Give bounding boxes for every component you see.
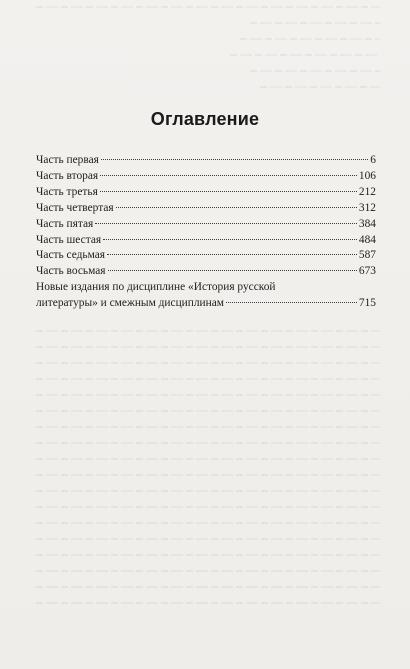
dot-leader xyxy=(226,302,357,303)
toc-entry-label-line2: литературы» и смежным дисциплинам xyxy=(36,297,224,310)
toc-entry[interactable] xyxy=(36,233,376,249)
toc-entry[interactable] xyxy=(36,185,376,201)
toc-entry-label: Часть четвертая xyxy=(36,201,114,214)
toc-entry-label: Часть седьмая xyxy=(36,249,106,262)
toc-entry-page: 384 xyxy=(358,217,376,230)
dot-leader xyxy=(108,270,357,271)
toc-entry[interactable] xyxy=(36,169,376,185)
toc-entry-page: 587 xyxy=(358,249,376,262)
toc-entry-page: 484 xyxy=(358,233,376,246)
dot-leader xyxy=(103,239,357,240)
toc-entry-page: 6 xyxy=(370,154,376,166)
page-title: Оглавление xyxy=(150,109,260,129)
toc-entry-page: 106 xyxy=(358,169,376,182)
toc-entry-label: Часть восьмая xyxy=(36,265,106,278)
toc-entry[interactable] xyxy=(36,264,376,280)
toc-entry[interactable] xyxy=(36,217,376,233)
toc-entry[interactable] xyxy=(36,248,376,264)
toc-entry-label: Часть третья xyxy=(36,185,98,198)
toc-entry-label: Часть пятая xyxy=(36,217,94,230)
toc-entry-page: 312 xyxy=(358,201,376,214)
dot-leader xyxy=(95,223,357,224)
toc-entry-page: 212 xyxy=(358,185,376,198)
toc-entry-label: Часть вторая xyxy=(36,169,99,182)
dot-leader xyxy=(100,191,357,192)
toc-entry-page: 715 xyxy=(358,297,376,310)
toc-entry-label: Часть шестая xyxy=(36,233,102,246)
table-of-contents xyxy=(36,153,376,312)
toc-entry-label-line1: Новые издания по дисциплине «История русской xyxy=(36,281,276,294)
toc-entry[interactable] xyxy=(36,153,376,169)
toc-entry-label: Часть первая xyxy=(36,154,99,166)
dot-leader xyxy=(116,207,357,208)
dot-leader xyxy=(107,254,357,255)
dot-leader xyxy=(100,175,357,176)
toc-entry-page: 673 xyxy=(358,265,376,278)
toc-entry[interactable] xyxy=(36,201,376,217)
toc-entry-new-editions[interactable] xyxy=(36,280,376,312)
dot-leader xyxy=(101,159,368,160)
